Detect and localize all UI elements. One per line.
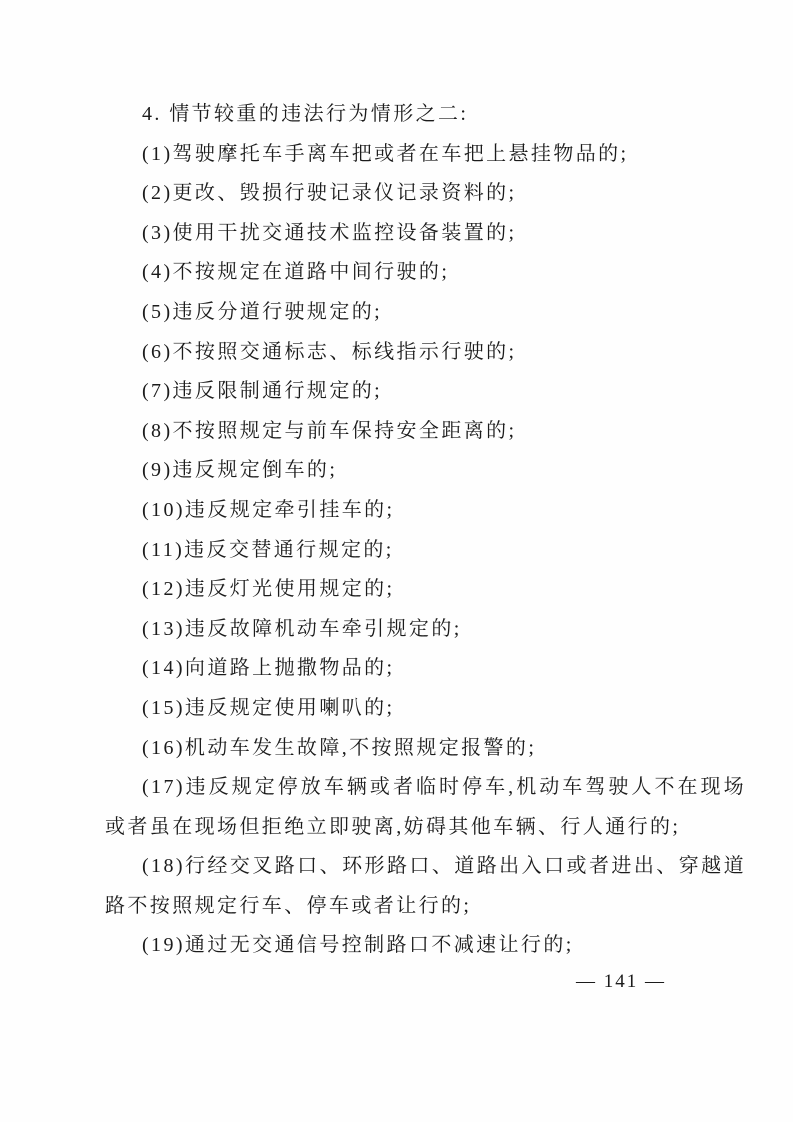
page-number: — 141 —	[576, 971, 666, 992]
list-item: (10)违反规定牵引挂车的;	[142, 498, 395, 521]
list-item: (18)行经交叉路口、环形路口、道路出入口或者进出、穿越道路不按照规定行车、停车或者让行的;	[105, 855, 746, 917]
list-item: (14)向道路上抛撒物品的;	[142, 657, 395, 680]
list-item: (1)驾驶摩托车手离车把或者在车把上悬挂物品的;	[142, 142, 629, 165]
list-item: (8)不按照规定与前车保持安全距离的;	[142, 419, 517, 442]
section-heading: 4. 情节较重的违法行为情形之二:	[142, 103, 469, 125]
list-item: (7)违反限制通行规定的;	[142, 380, 383, 403]
list-item: (6)不按照交通标志、标线指示行驶的;	[142, 340, 517, 363]
list-item: (19)通过无交通信号控制路口不减速让行的;	[142, 934, 574, 957]
list-item: (9)违反规定倒车的;	[142, 459, 338, 482]
list-item: (12)违反灯光使用规定的;	[142, 578, 395, 601]
list-item: (15)违反规定使用喇叭的;	[142, 696, 395, 719]
list-item: (5)违反分道行驶规定的;	[142, 300, 383, 323]
list-item: (16)机动车发生故障,不按照规定报警的;	[142, 736, 537, 759]
list-item: (11)违反交替通行规定的;	[142, 538, 394, 561]
list-item: (2)更改、毁损行驶记录仪记录资料的;	[142, 182, 517, 205]
list-item: (4)不按规定在道路中间行驶的;	[142, 261, 450, 284]
list-item: (17)违反规定停放车辆或者临时停车,机动车驾驶人不在现场或者虽在现场但拒绝立即驶离,妨碍其他车辆、行人通行的;	[105, 776, 746, 838]
text-block	[105, 95, 746, 966]
list-item: (13)违反故障机动车牵引规定的;	[142, 617, 462, 640]
list-item: (3)使用干扰交通技术监控设备装置的;	[142, 221, 517, 244]
